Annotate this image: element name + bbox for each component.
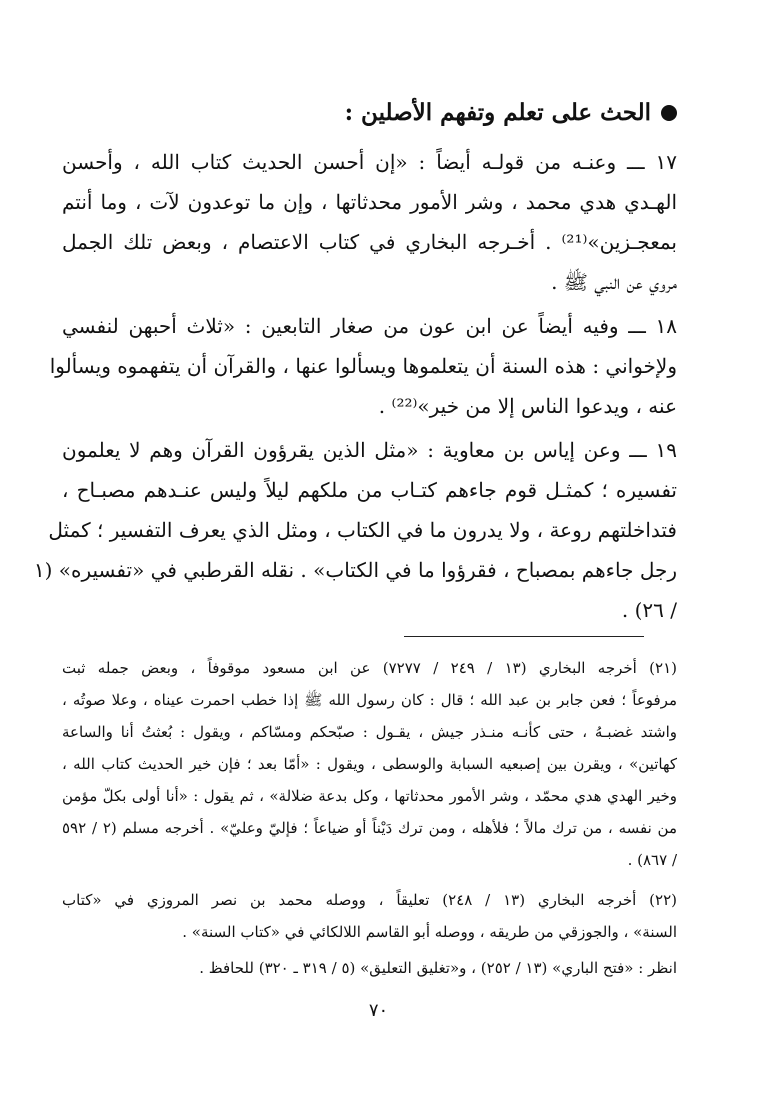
footnote-line: (٢١) أخرجه البخاري (١٣ / ٢٤٩ / ٧٢٧٧) عن ابن مسعود موقوفاً ، وبعض جمله ثبت	[62, 659, 678, 677]
footnote-21	[62, 652, 677, 876]
paragraph-19	[33, 430, 677, 630]
footnote-line: (٢٢) أخرجه البخاري (١٣ / ٢٤٨) تعليقاً ، ووصله محمد بن نصر المروزي في «كتاب	[62, 891, 678, 909]
paragraph-line: رجل جاءهم بمصباح ، فقرؤوا ما في الكتاب» . نقله القرطبي في «تفسيره» (١	[33, 558, 677, 582]
footnote-line: واشتد غضبـهُ ، حتى كأنـه منـذر جيش ، يقـول : صبّحكم ومسّاكم ، ويقول : بُعثتُ أنا والساعة	[62, 723, 677, 741]
paragraph-17	[62, 142, 677, 302]
footnote-line: وخير الهدي هدي محمّد ، وشر الأمور محدثاتها ، وكل بدعة ضلالة» ، ثم يقول : «أنا أولى بكلّ مؤمن	[62, 787, 677, 805]
footnote-separator	[404, 636, 644, 637]
paragraph-line: ١٧ ـــ وعنـه من قولـه أيضاً : «إن أحسن الحديث كتاب الله ، وأحسن	[62, 150, 677, 174]
bullet-icon	[661, 105, 677, 121]
paragraph-18	[49, 306, 677, 426]
footnote-reference	[62, 952, 677, 984]
paragraph-line: ١٨ ـــ وفيه أيضاً عن ابن عون من صغار التابعين : «ثلاث أحبهن لنفسي	[62, 314, 677, 338]
section-heading	[77, 96, 677, 130]
footnote-line: كهاتين» ، ويقرن بين إصبعيه السبابة والوسطى ، ويقول : «أمّا بعد ؛ فإن خير الحديث كتاب الله ،	[62, 755, 677, 773]
paragraph-line: الهـدي هدي محمد ، وشر الأمور محدثاتها ، وإن ما توعدون لآت ، وما أنتم	[62, 190, 677, 214]
footnote-22	[62, 884, 677, 948]
paragraph-line: ولإخواني : هذه السنة أن يتعلموها ويسألوا عنها ، والقرآن أن يتفهموه ويسألوا	[49, 354, 677, 378]
section-heading-text: الحث على تعلم وتفهم الأصلين :	[344, 99, 651, 126]
footnote-line: مرفوعاً ؛ فعن جابر بن عبد الله ؛ قال : كان رسول الله ﷺ إذا خطب احمرت عيناه ، وعلا صوتُه ،	[62, 691, 677, 709]
paragraph-line: بمعجـزين»⁽²¹⁾ . أخـرجه البخاري في كتاب الاعتصام ، وبعض تلك الجمل	[62, 230, 677, 254]
paragraph-line: فتداخلتهم روعة ، ولا يدرون ما في الكتاب ، ومثل الذي يعرف التفسير ؛ كمثل	[48, 518, 677, 542]
footnote-line: انظر : «فتح الباري» (١٣ / ٢٥٢) ، و«تغليق التعليق» (٥ / ٣١٩ ـ ٣٢٠) للحافظ .	[199, 959, 677, 977]
paragraph-line: / ٢٦) .	[621, 598, 677, 622]
paragraph-line: عنه ، ويدعوا الناس إلا من خير»⁽²²⁾ .	[378, 394, 677, 418]
paragraph-line: ١٩ ـــ وعن إياس بن معاوية : «مثل الذين يقرؤون القرآن وهم لا يعلمون	[62, 438, 677, 462]
page-number: ٧٠	[368, 1000, 389, 1021]
footnote-line: من نفسه ، من ترك مالاً ؛ فلأهله ، ومن ترك دَيْناً أو ضياعاً ؛ فإليّ وعليّ» . أخرجه مسلم (٢ / ٥٩٢	[62, 819, 677, 837]
paragraph-line: تفسيره ؛ كمثـل قوم جاءهم كتـاب من ملكهم ليلاً وليس عنـدهم مصبـاح ،	[62, 478, 677, 502]
footnote-line: السنة» ، والجوزقي من طريقه ، ووصله أبو القاسم اللالكائي في «كتاب السنة» .	[182, 923, 677, 941]
paragraph-line: مروي عن النبي ﷺ .	[551, 270, 677, 294]
footnote-line: / ٨٦٧) .	[627, 851, 677, 869]
